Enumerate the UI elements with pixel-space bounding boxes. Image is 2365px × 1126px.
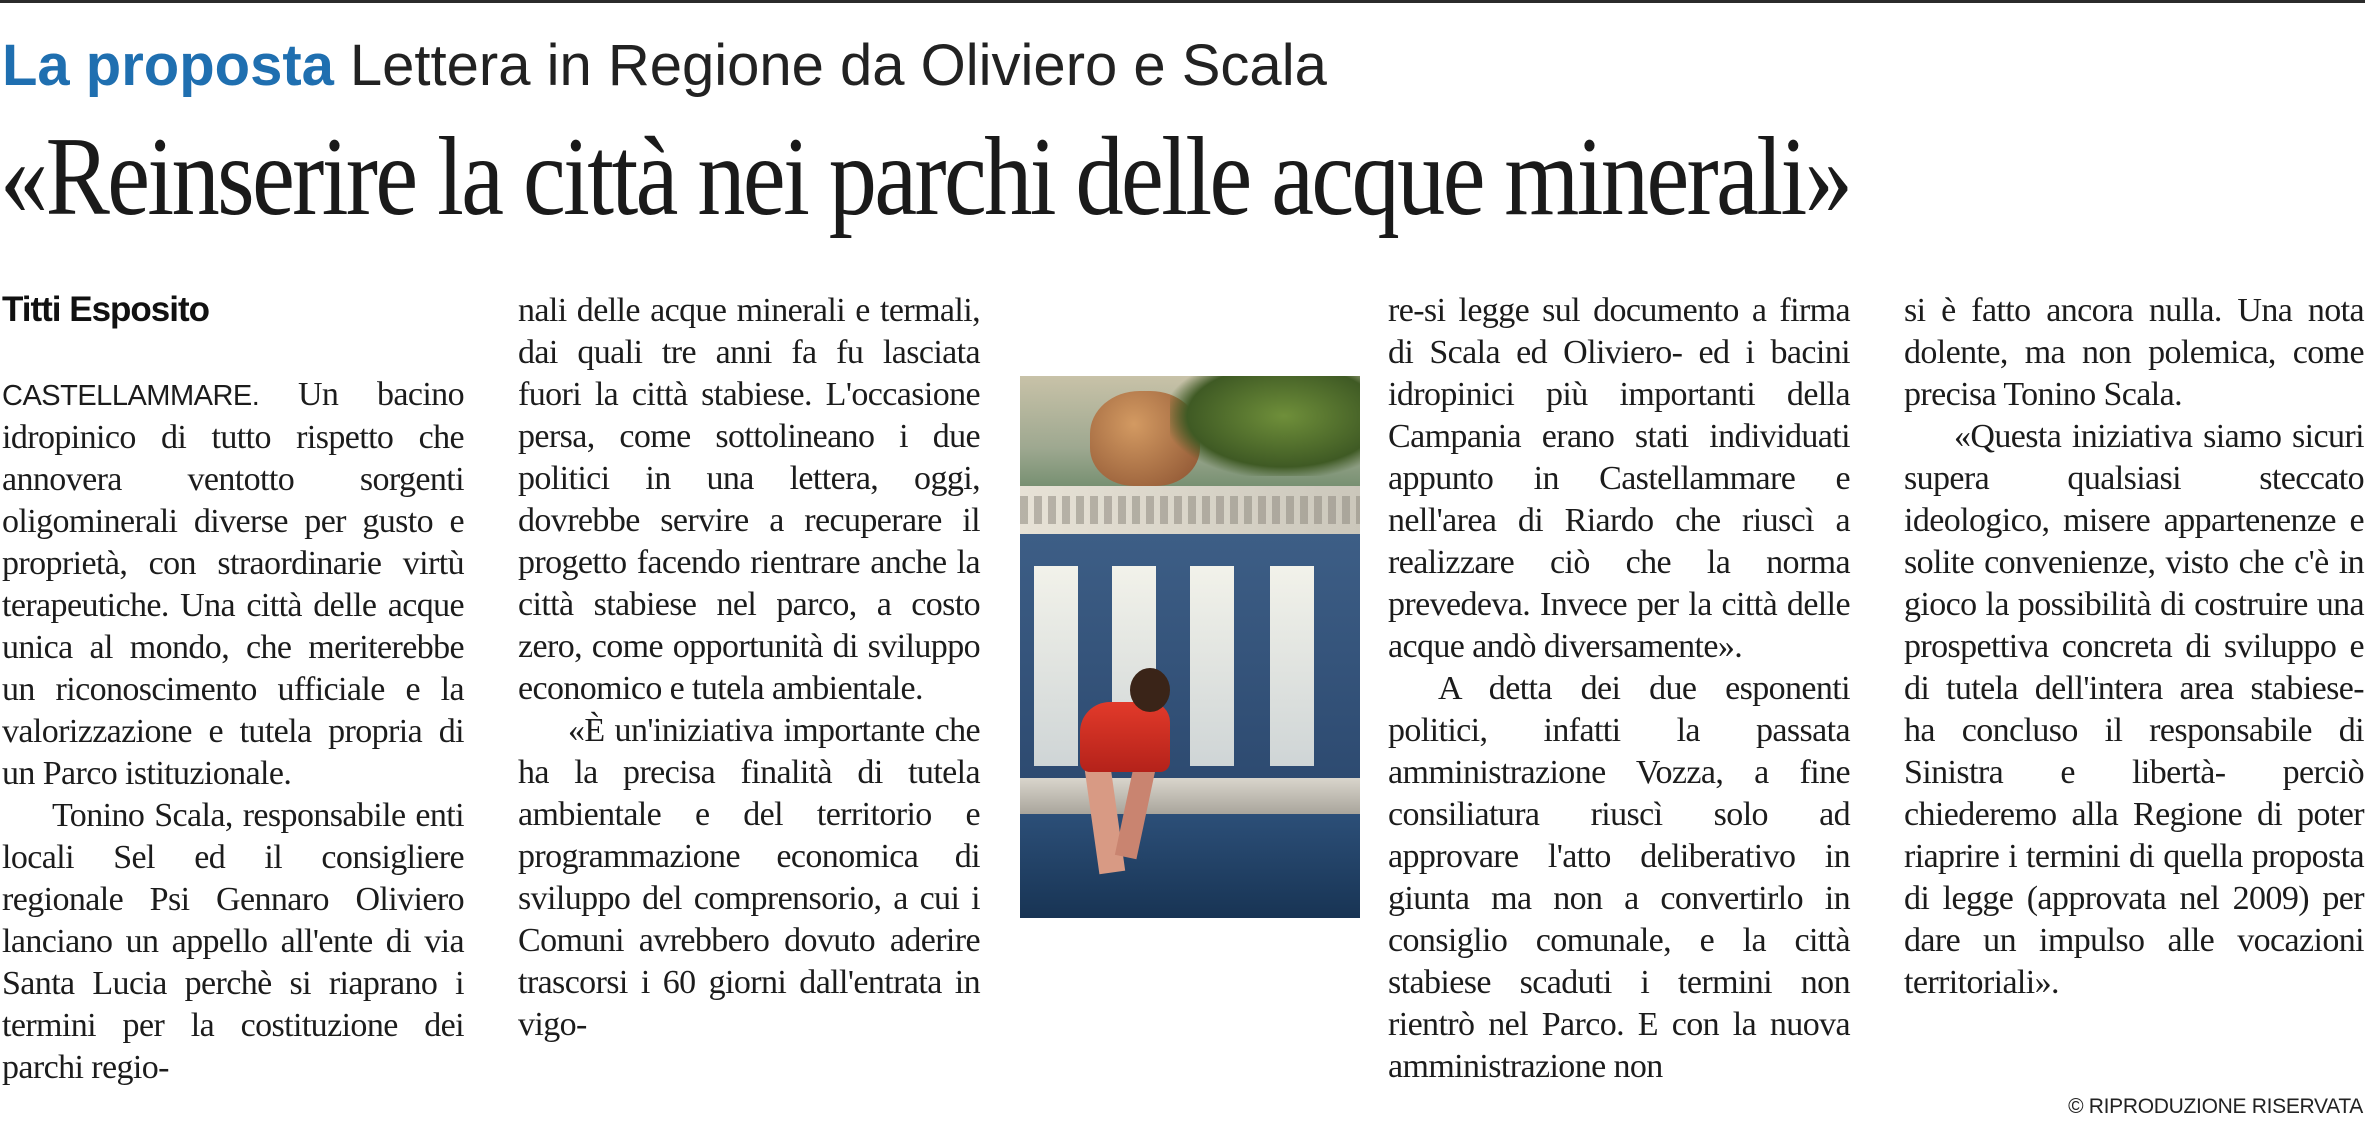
photo-window — [1270, 566, 1314, 766]
kicker-label: La proposta — [2, 33, 334, 98]
photo-floor — [1020, 814, 1360, 918]
kicker-subhead: Lettera in Regione da Oliviero e Scala — [349, 33, 1327, 98]
dateline: CASTELLAMMARE. — [2, 380, 260, 412]
paragraph: «È un'iniziativa importante che ha la precisa finalità di tutela ambientale e del territorio e programmazione economica di sviluppo del comprensorio, a cui i Comuni avrebbero dovuto aderire trascorsi i 60 giorni dall'entrata in vigo- — [518, 712, 980, 1043]
paragraph — [2, 374, 464, 795]
photo-window — [1190, 566, 1234, 766]
photo-child-shirt — [1080, 702, 1170, 772]
paragraph: si è fatto ancora nulla. Una nota dolente, ma non polemica, come precisa Tonino Scala. — [1904, 292, 2364, 413]
paragraph: re-si legge sul documento a firma di Scala ed Oliviero- ed i bacini idropinici più importanti della Campania erano stati individuati appunto in Castellammare e nell'area di Riardo che riuscì a realizzare ciò che la norma prevedeva. Invece per la città delle acque andò diversamente». — [1388, 292, 1850, 665]
top-rule — [0, 0, 2365, 3]
paragraph: nali delle acque minerali e termali, dai quali tre anni fa fu lasciata fuori la città stabiese. L'occasione persa, come sottolineano i due politici in una lettera, oggi, dovrebbe servire a recuperare il progetto facendo rientrare anche la città stabiese nel parco, a costo zero, come opportunità di sviluppo economico e tutela ambientale. — [518, 292, 980, 707]
photo-child-head — [1130, 668, 1170, 712]
paragraph: «Questa iniziativa siamo sicuri supera qualsiasi steccato ideologico, misere appartenenze e solite convenienze, visto che c'è in gioco la possibilità di costruire una prospettiva concreta di sviluppo e di tutela dell'intera area stabiese- ha concluso il responsabile di Sinistra e libertà- perciò chiederemo alla Regione di poter riaprire i termini di quella proposta di legge (approvata nel 2009) per dare un impulso alle vocazioni territoriali». — [1904, 418, 2364, 1001]
headline: «Reinserire la città nei parchi delle acque minerali» — [0, 115, 1851, 239]
article-column-3 — [1388, 290, 1850, 1088]
article-column-2 — [518, 290, 980, 1046]
photo-ledge — [1020, 778, 1360, 814]
byline: Titti Esposito — [2, 290, 210, 329]
article-column-4 — [1904, 290, 2364, 1004]
article-photo — [1020, 376, 1360, 918]
paragraph-text: Un bacino idropinico di tutto rispetto che annovera ventotto sorgenti oligominerali diverse per gusto e proprietà, con straordinarie virtù terapeutiche. Una città delle acque unica al mondo, che meriterebbe un riconoscimento ufficiale e la valorizzazione e tutela propria di un Parco istituzionale. — [2, 376, 464, 792]
paragraph: Tonino Scala, responsabile enti locali Sel ed il consigliere regionale Psi Gennaro Oliviero lanciano un appello all'ente di via Santa Lucia perchè si riaprano i termini per la costituzione dei parchi regio- — [2, 797, 464, 1086]
photo-plant — [1170, 376, 1360, 476]
kicker — [2, 30, 1327, 102]
photo-sign-lettering — [1020, 496, 1360, 524]
photo-window — [1034, 566, 1078, 766]
article-column-1 — [2, 374, 464, 1089]
paragraph: A detta dei due esponenti politici, infatti la passata amministrazione Vozza, a fine consiliatura riuscì solo ad approvare l'atto deliberativo in giunta ma non a convertirlo in consiglio comunale, e la città stabiese scaduti i termini non rientrò nel Parco. E con la nuova amministrazione non — [1388, 670, 1850, 1085]
copyright-notice: © RIPRODUZIONE RISERVATA — [2068, 1095, 2363, 1118]
